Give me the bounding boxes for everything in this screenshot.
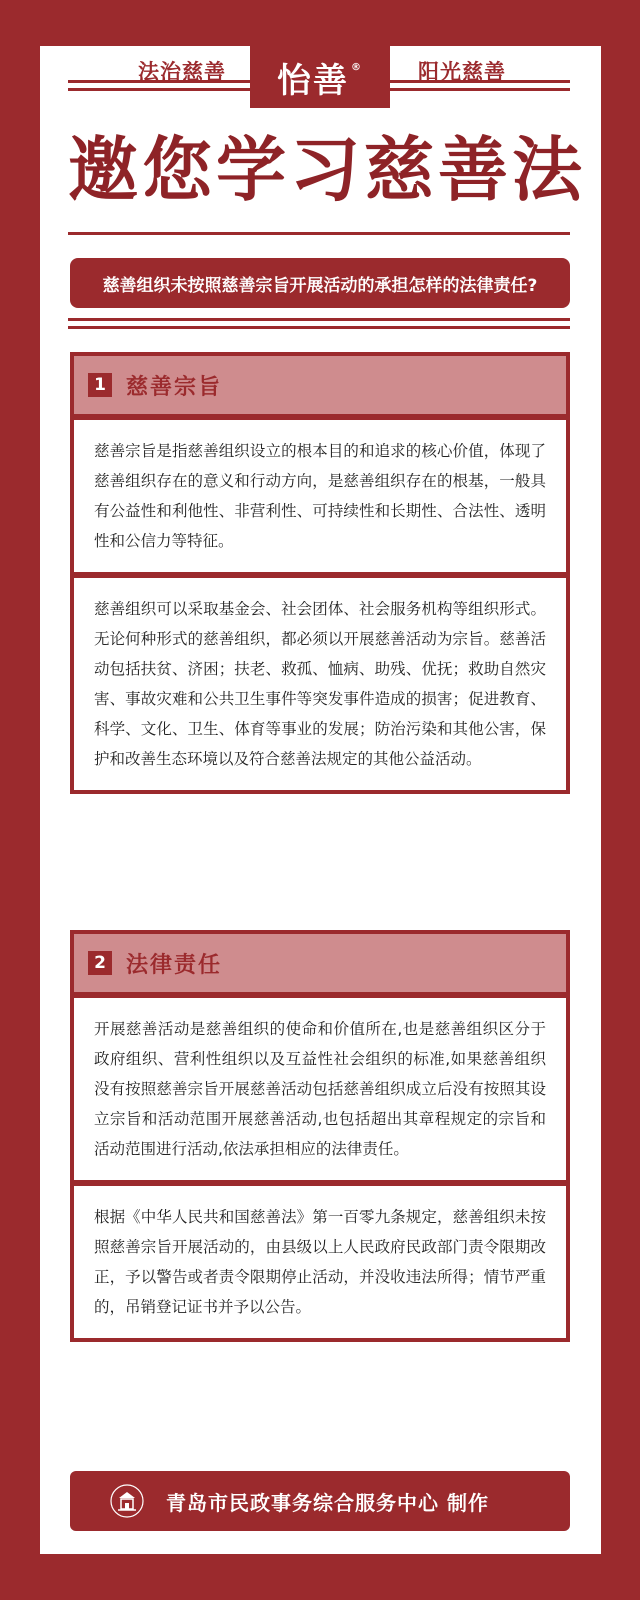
section-number: 2 [88,951,112,975]
section-title: 慈善宗旨 [126,374,223,400]
section-legal-liability [70,930,570,1342]
section-title: 法律责任 [126,952,223,978]
section-number: 1 [88,373,112,397]
section-purpose [70,352,570,794]
slogan-left: 法治慈善 [138,60,226,84]
section-header [74,934,566,992]
section-paragraph: 根据《中华人民共和国慈善法》第一百零九条规定，慈善组织未按照慈善宗旨开展活动的，由县级以上人民政府民政部门责令限期改正，予以警告或者责令限期停止活动，并没收违法所得；情节严重的，吊销登记证书并予以公告。 [74,1186,566,1338]
credit-text: 青岛市民政事务综合服务中心 制作 [166,1490,489,1515]
question-rule-top [68,318,570,321]
section-paragraph: 慈善宗旨是指慈善组织设立的根本目的和追求的核心价值，体现了慈善组织存在的意义和行动方向，是慈善组织存在的根基，一般具有公益性和利他性、非营利性、可持续性和长期性、合法性、透明性和公信力等特征。 [74,420,566,572]
registered-mark: ® [351,61,363,73]
question-banner: 慈善组织未按照慈善宗旨开展活动的承担怎样的法律责任? [70,258,570,308]
title-rule [68,232,570,235]
question-rule-bottom [68,326,570,329]
page-title: 邀您学习慈善法 [68,129,586,211]
slogan-right: 阳光慈善 [418,60,506,84]
brand-logo-text: 怡善 [277,60,349,101]
hall-emblem-icon [110,1484,144,1518]
section-paragraph: 开展慈善活动是慈善组织的使命和价值所在,也是慈善组织区分于政府组织、营利性组织以及互益性社会组织的标准,如果慈善组织没有按照慈善宗旨开展慈善活动包括慈善组织成立后没有按照其设立宗旨和活动范围开展慈善活动,也包括超出其章程规定的宗旨和活动范围进行活动,依法承担相应的法律责任。 [74,998,566,1180]
credit-footer [70,1471,570,1531]
section-header [74,356,566,414]
section-paragraph: 慈善组织可以采取基金会、社会团体、社会服务机构等组织形式。无论何种形式的慈善组织，都必须以开展慈善活动为宗旨。慈善活动包括扶贫、济困；扶老、救孤、恤病、助残、优抚；救助自然灾害、事故灾难和公共卫生事件等突发事件造成的损害；促进教育、科学、文化、卫生、体育等事业的发展；防治污染和其他公害，保护和改善生态环境以及符合慈善法规定的其他公益活动。 [74,578,566,790]
brand-logo [250,46,390,108]
